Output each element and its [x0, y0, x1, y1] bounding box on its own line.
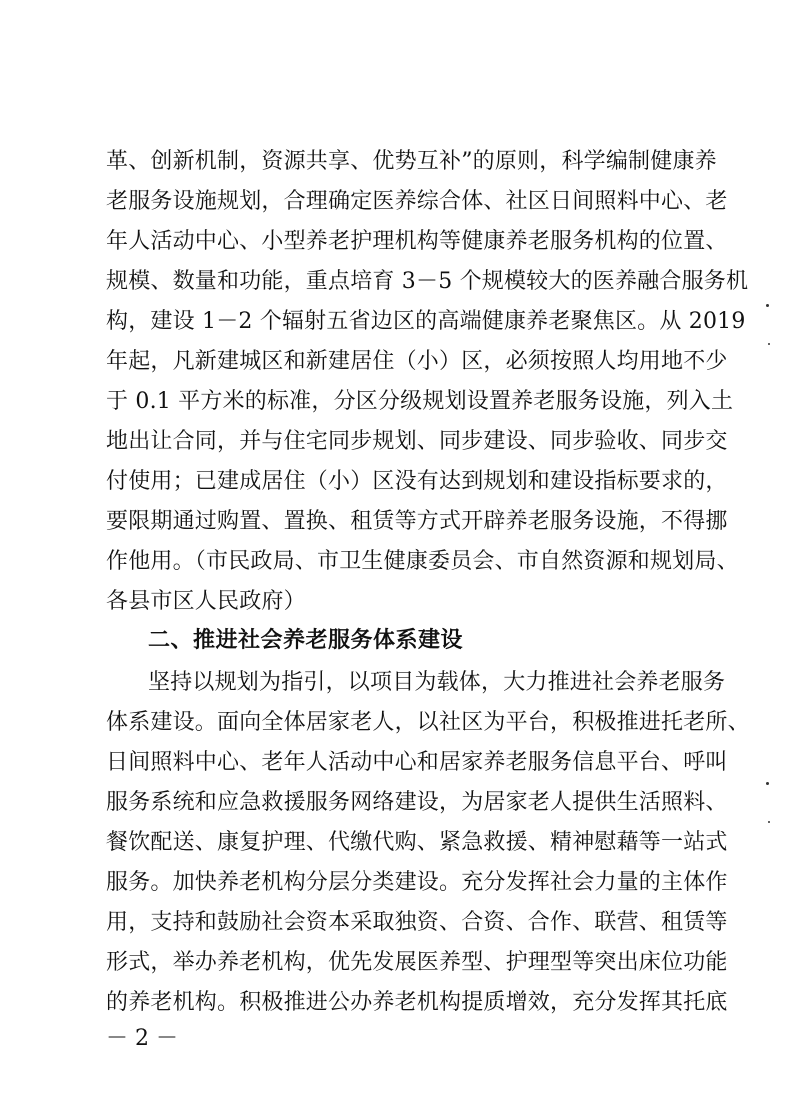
- body-text-line: 要限期通过购置、置换、租赁等方式开辟养老服务设施，不得挪: [106, 509, 728, 534]
- body-text-line: 用，支持和鼓励社会资本采取独资、合资、合作、联营、租赁等: [106, 910, 728, 935]
- scan-speck: [768, 821, 770, 823]
- body-text-line: 年起，凡新建城区和新建居住（小）区，必须按照人均用地不少: [106, 349, 728, 374]
- scan-speck: [766, 782, 769, 785]
- body-text-line: 地出让合同，并与住宅同步规划、同步建设、同步验收、同步交: [106, 429, 728, 454]
- body-text-line: 坚持以规划为指引，以项目为载体，大力推进社会养老服务: [148, 670, 726, 695]
- body-text-line: 作他用。（市民政局、市卫生健康委员会、市自然资源和规划局、: [106, 549, 739, 574]
- body-text-line: 的养老机构。积极推进公办养老机构提质增效，充分发挥其托底: [106, 990, 728, 1015]
- section-heading: 二、推进社会养老服务体系建设: [148, 628, 464, 653]
- scan-speck: [766, 304, 769, 307]
- body-text-line: 日间照料中心、老年人活动中心和居家养老服务信息平台、呼叫: [106, 750, 728, 775]
- page-number: － 2 －: [106, 1026, 178, 1051]
- body-text-line: 形式，举办养老机构，优先发展医养型、护理型等突出床位功能: [106, 950, 728, 975]
- body-text-line: 于 0.1 平方米的标准，分区分级规划设置养老服务设施，列入土: [106, 389, 734, 414]
- body-text-line: 年人活动中心、小型养老护理机构等健康养老服务机构的位置、: [106, 229, 728, 254]
- scan-speck: [768, 343, 770, 345]
- body-text-line: 体系建设。面向全体居家老人，以社区为平台，积极推进托老所、: [106, 710, 750, 735]
- body-text-line: 老服务设施规划，合理确定医养综合体、社区日间照料中心、老: [106, 189, 728, 214]
- body-text-line: 规模、数量和功能，重点培育 3－5 个规模较大的医养融合服务机: [106, 269, 749, 294]
- body-text-line: 服务。加快养老机构分层分类建设。充分发挥社会力量的主体作: [106, 870, 728, 895]
- body-text-line: 构，建设 1－2 个辐射五省边区的高端健康养老聚焦区。从 2019: [106, 309, 746, 334]
- body-text-line: 各县市区人民政府）: [106, 589, 306, 614]
- body-text-line: 服务系统和应急救援服务网络建设，为居家老人提供生活照料、: [106, 790, 728, 815]
- body-text-line: 付使用；已建成居住（小）区没有达到规划和建设指标要求的，: [106, 469, 728, 494]
- body-text-line: 革、创新机制，资源共享、优势互补”的原则，科学编制健康养: [106, 149, 717, 174]
- body-text-line: 餐饮配送、康复护理、代缴代购、紧急救援、精神慰藉等一站式: [106, 830, 728, 855]
